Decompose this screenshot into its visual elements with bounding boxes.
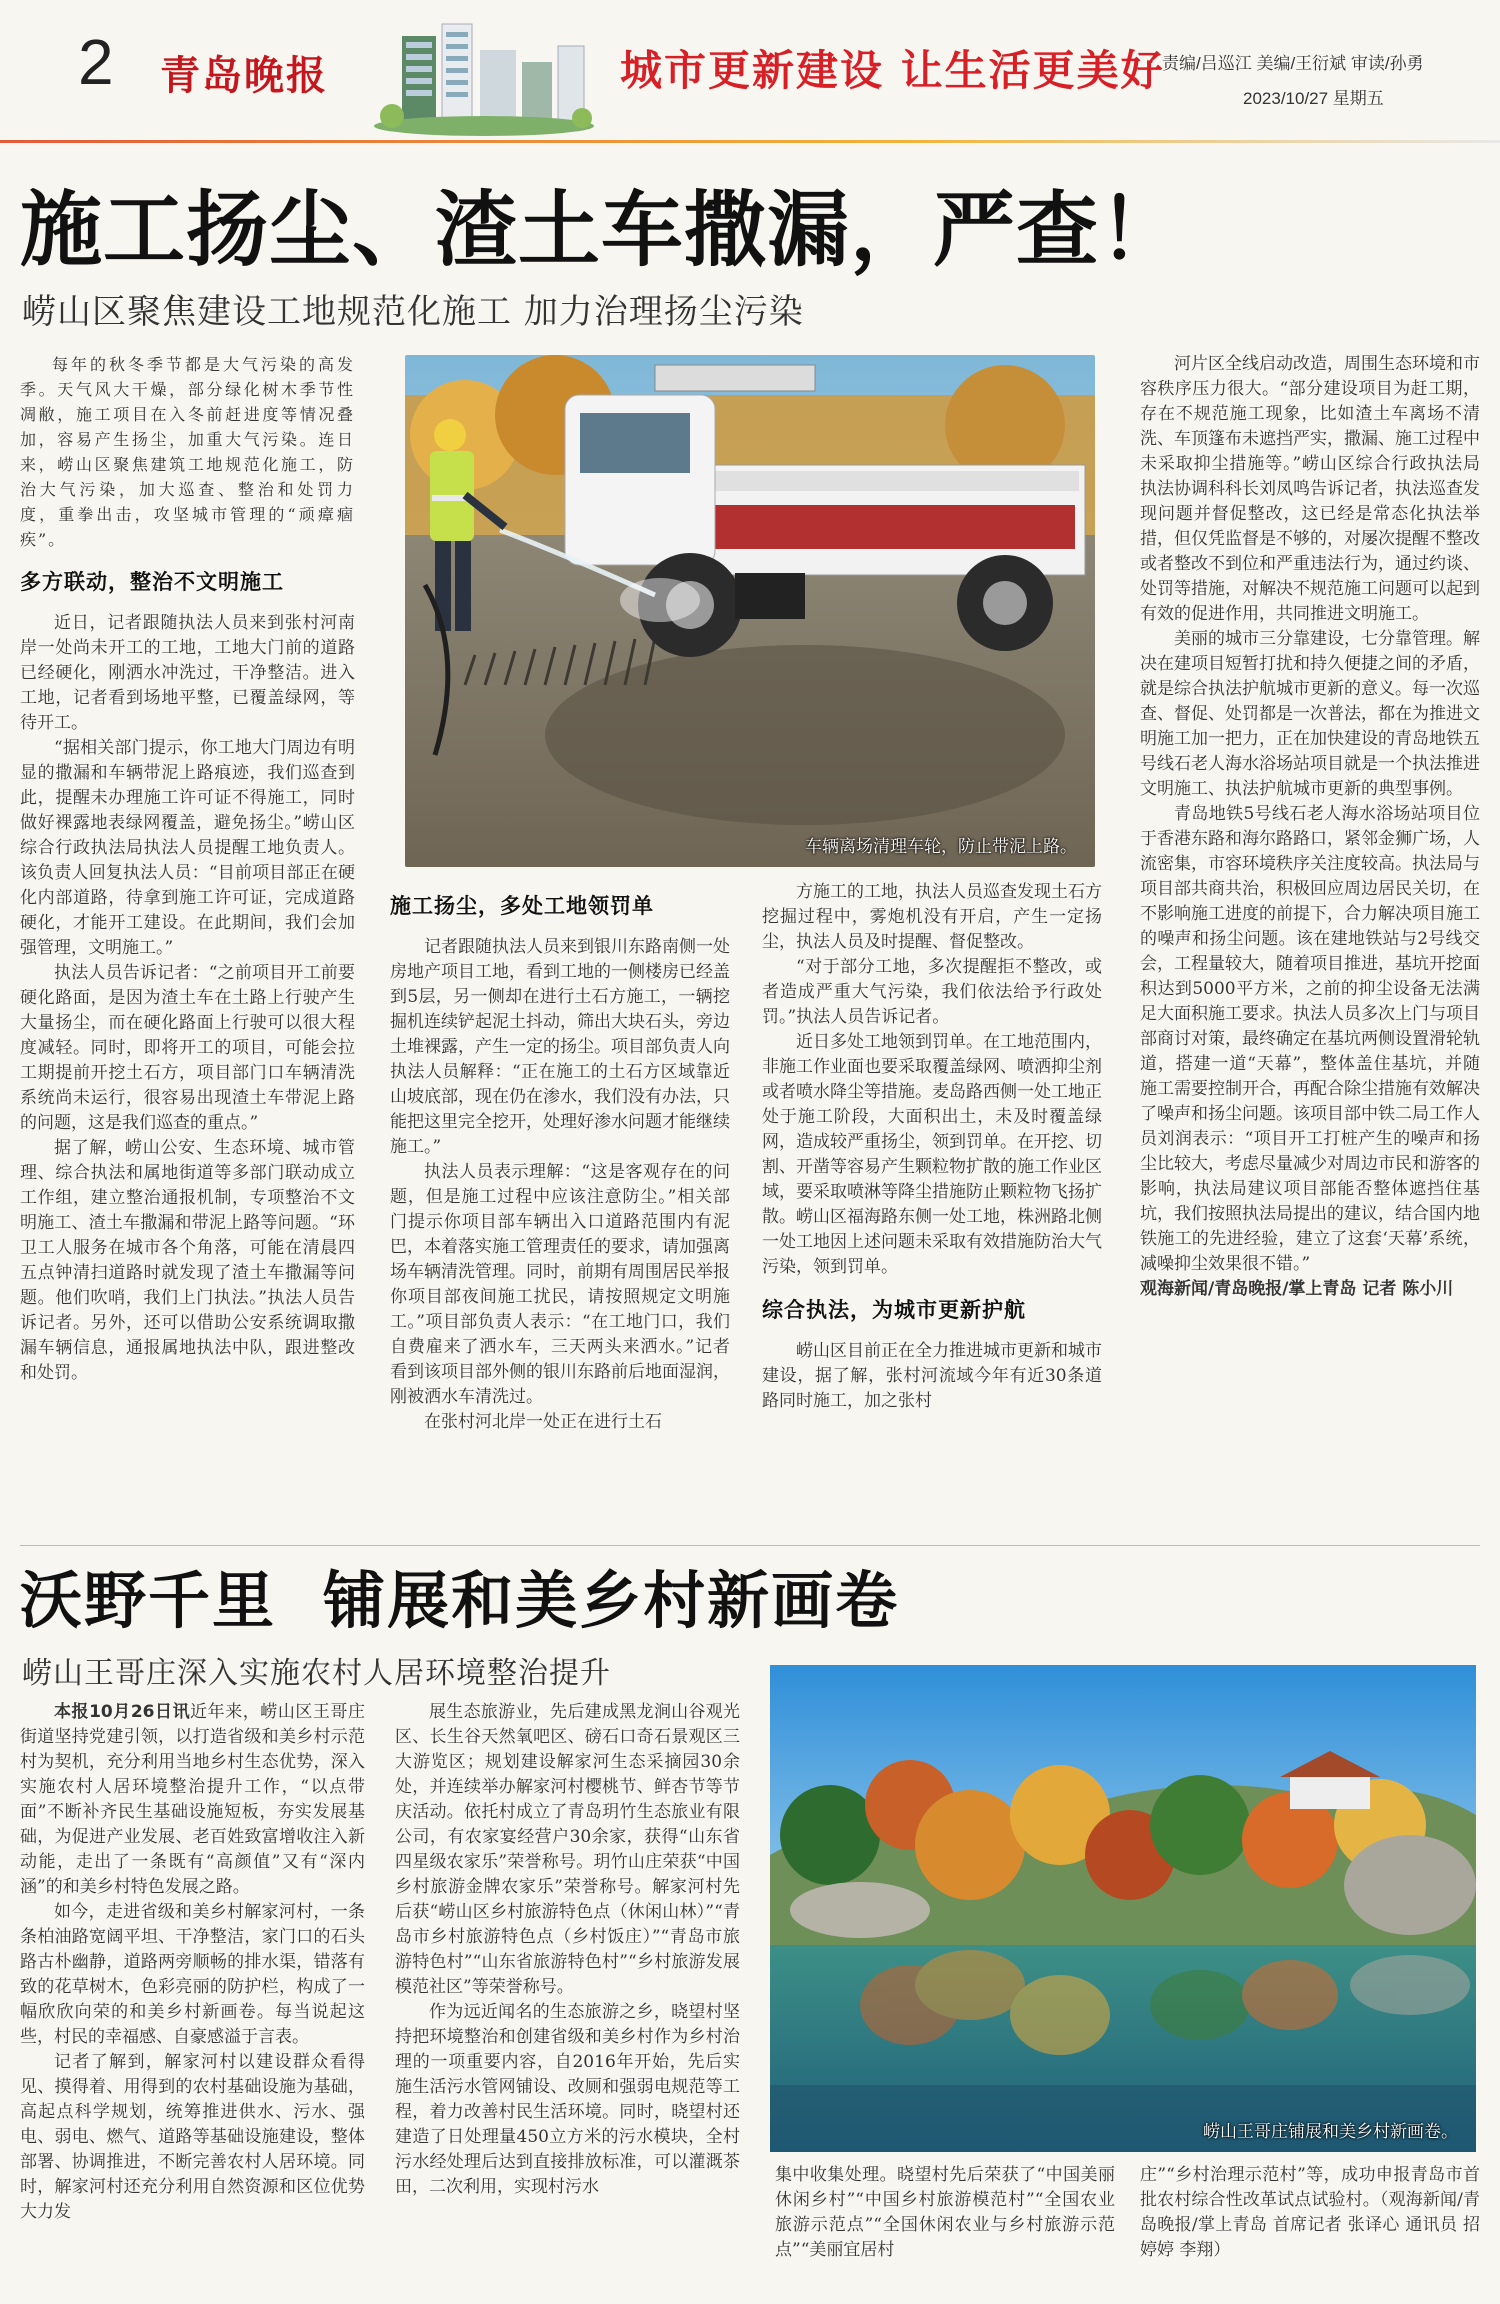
- story1-subhead-1: 多方联动，整治不文明施工: [20, 570, 284, 594]
- editor-credits: 责编/吕巡江 美编/王衍斌 审读/孙勇: [1162, 54, 1424, 73]
- story2-paragraph: 展生态旅游业，先后建成黑龙涧山谷观光区、长生谷天然氧吧区、磅石口奇石景观区三大游览区；规划建设解家河生态采摘园30余处，并连续举办解家河村樱桃节、鲜杏节等节庆活动。依托村成立了青岛玥竹生态旅业有限公司，有农家宴经营户30余家，获得“山东省四星级农家乐”荣誉称号。玥竹山庄荣获“中国乡村旅游金牌农家乐”荣誉称号。解家河村先后获“崂山区乡村旅游特色点（休闲山林）”“青岛市乡村旅游特色点（乡村饭庄）”“青岛市旅游特色村”“山东省旅游特色村”“乡村旅游发展模范社区”等荣誉称号。: [395, 1702, 740, 1997]
- masthead-divider: [0, 140, 1500, 143]
- story2-photo-village-landscape: [770, 1665, 1476, 2152]
- story2-subtitle: 崂山王哥庄深入实施农村人居环境整治提升: [22, 1656, 611, 1691]
- story1-paragraph: 美丽的城市三分靠建设，七分靠管理。解决在建项目短暂打扰和持久便捷之间的矛盾，就是综合执法护航城市更新的意义。每一次巡查、督促、处罚都是一次普法，都在为推进文明施工加一把力，正在加快建设的青岛地铁五号线石老人海水浴场站项目就是一个执法推进文明施工、执法护航城市更新的典型事例。: [1140, 629, 1480, 799]
- slogan-banner: 城市更新建设 让生活更美好: [620, 46, 1165, 95]
- story-divider: [20, 1545, 1480, 1546]
- story1-paragraph: 青岛地铁5号线石老人海水浴场站项目位于香港东路和海尔路路口，紧邻金狮广场，人流密集，市容环境秩序关注度较高。执法局与项目部共商共治，积极回应周边居民关切，在不影响施工进度的前提下，合力解决项目施工的噪声和扬尘问题。该在建地铁站与2号线交会，工程量较大，随着项目推进，基坑开挖面积达到5000平方米，之前的抑尘设备无法满足大面积施工要求。执法人员多次上门与项目部商讨对策，最终确定在基坑两侧设置滑轮轨道，搭建一道“天幕”，整体盖住基坑，并随施工需要控制开合，再配合除尘措施有效解决了噪声和扬尘问题。该项目部中铁二局工作人员刘润表示：“项目开工打桩产生的噪声和扬尘比较大，考虑尽量减少对周边市民和游客的影响，执法局建议项目部能否整体遮挡住基坑，我们按照执法局提出的建议，结合国内地铁施工的先进经验，建立了这套‘天幕’系统，减噪抑尘效果很不错。”: [1140, 804, 1480, 1274]
- story1-paragraph: “对于部分工地，多次提醒拒不整改，或者造成严重大气污染，我们依法给予行政处罚。”执法人员告诉记者。: [762, 957, 1102, 1027]
- issue-date: 2023/10/27 星期五: [1243, 89, 1384, 108]
- story2-paragraph: 记者了解到，解家河村以建设群众看得见、摸得着、用得到的农村基础设施为基础，高起点科学规划，统筹推进供水、污水、强电、弱电、燃气、道路等基础设施建设，整体部署、协调推进，不断完善农村人居环境。同时，解家河村还充分利用自然资源和区位优势大力发: [20, 2052, 365, 2222]
- story1-lead: 每年的秋冬季节都是大气污染的高发季。天气风大干燥，部分绿化树木季节性凋敝，施工项目在入冬前赶进度等情况叠加，容易产生扬尘，加重大气污染。连日来，崂山区聚焦建筑工地规范化施工，防治大气污染，加大巡查、整治和处罚力度，重拳出击，攻坚城市管理的“顽瘴痼疾”。: [20, 355, 355, 549]
- story2-column-4: [1140, 2163, 1480, 2263]
- newspaper-nameplate: 青岛晚报: [160, 52, 328, 99]
- story2-headline: 沃野千里 铺展和美乡村新画卷: [20, 1564, 900, 1637]
- story1-photo-caption: 车辆离场清理车轮，防止带泥上路。: [805, 837, 1077, 857]
- story2-paragraph: 庄”“乡村治理示范村”等，成功申报青岛市首批农村综合性改革试点试验村。（观海新闻/青岛晚报/掌上青岛 首席记者 张译心 通讯员 招婷婷 李翔）: [1140, 2165, 1480, 2260]
- story1-paragraph: 执法人员表示理解：“这是客观存在的问题，但是施工过程中应该注意防尘。”相关部门提示你项目部车辆出入口道路范围内有泥巴，本着落实施工管理责任的要求，请加强离场车辆清洗管理。同时，前期有周围居民举报你项目部夜间施工扰民，请按照规定文明施工。”项目部负责人表示：“在工地门口，我们自费雇来了洒水车，三天两头来洒水。”记者看到该项目部外侧的银川东路前后地面湿润，刚被洒水车清洗过。: [390, 1162, 730, 1407]
- story1-paragraph: “据相关部门提示，你工地大门周边有明显的撒漏和车辆带泥上路痕迹，我们巡查到此，提醒未办理施工许可证不得施工，同时做好裸露地表绿网覆盖，避免扬尘。”崂山区综合行政执法局执法人员提醒工地负责人。该负责人回复执法人员：“目前项目部正在硬化内部道路，待拿到施工许可证，完成道路硬化，才能开工建设。在此期间，我们会加强管理，文明施工。”: [20, 738, 355, 958]
- story1-paragraph: 近日，记者跟随执法人员来到张村河南岸一处尚未开工的工地，工地大门前的道路已经硬化，刚洒水冲洗过，干净整洁。进入工地，记者看到场地平整，已覆盖绿网，等待开工。: [20, 613, 355, 733]
- autumn-lake-scene: [770, 1665, 1476, 2152]
- story1-paragraph: 河片区全线启动改造，周围生态环境和市容秩序压力很大。“部分建设项目为赶工期，存在不规范施工现象，比如渣土车离场不清洗、车顶篷布未遮挡严实，撒漏、施工过程中未采取抑尘措施等。”崂山区综合行政执法局执法协调科科长刘凤鸣告诉记者，执法巡查发现问题并督促整改，这已经是常态化执法举措，但仅凭监督是不够的，对屡次提醒不整改或者整改不到位和严重违法行为，通过约谈、处罚等措施，对解决不规范施工问题可以起到有效的促进作用，共同推进文明施工。: [1140, 354, 1480, 624]
- story1-headline: 施工扬尘、渣土车撒漏，严查！: [20, 183, 1183, 278]
- story2-column-3: [775, 2163, 1115, 2263]
- truck-wash-scene: [405, 355, 1095, 867]
- story1-column-3: [762, 880, 1102, 1414]
- story2-photo-caption: 崂山王哥庄铺展和美乡村新画卷。: [1203, 2122, 1458, 2142]
- story2-column-1: [20, 1700, 365, 2225]
- story1-column-1: [20, 352, 355, 1386]
- story2-paragraph: 如今，走进省级和美乡村解家河村，一条条柏油路宽阔平坦、干净整洁，家门口的石头路古朴幽静，道路两旁顺畅的排水渠，错落有致的花草树木，色彩亮丽的防护栏，构成了一幅欣欣向荣的和美乡村新画卷。每当说起这些，村民的幸福感、自豪感溢于言表。: [20, 1902, 365, 2047]
- story1-paragraph: 执法人员告诉记者：“之前项目开工前要硬化路面，是因为渣土车在土路上行驶产生大量扬尘，而在硬化路面上行驶可以很大程度减轻。同时，即将开工的项目，可能会拉工期提前开挖土石方，项目部门口车辆清洗系统尚未运行，很容易出现渣土车带泥上路的问题，这是我们巡查的重点。”: [20, 963, 355, 1133]
- story1-subtitle: 崂山区聚焦建设工地规范化施工 加力治理扬尘污染: [22, 292, 804, 332]
- story1-paragraph: 近日多处工地领到罚单。在工地范围内，非施工作业面也要采取覆盖绿网、喷洒抑尘剂或者喷水降尘等措施。麦岛路西侧一处工地正处于施工阶段，大面积出土，未及时覆盖绿网，造成较严重扬尘，领到罚单。在开挖、切割、开凿等容易产生颗粒物扩散的施工作业区域，要采取喷淋等降尘措施防止颗粒物飞扬扩散。崂山区福海路东侧一处工地，株洲路北侧一处工地因上述问题未采取有效措施防治大气污染，领到罚单。: [762, 1032, 1102, 1277]
- story1-subhead-3: 综合执法，为城市更新护航: [762, 1298, 1026, 1322]
- story2-paragraph: 作为远近闻名的生态旅游之乡，晓望村坚持把环境整治和创建省级和美乡村作为乡村治理的一项重要内容，自2016年开始，先后实施生活污水管网铺设、改厕和强弱电规范等工程，着力改善村民生活环境。同时，晓望村还建造了日处理量450立方米的污水模块，全村污水经处理后达到直接排放标准，可以灌溉茶田，二次利用，实现村污水: [395, 2002, 740, 2197]
- story1-paragraph: 方施工的工地，执法人员巡查发现土石方挖掘过程中，雾炮机没有开启，产生一定扬尘，执法人员及时提醒、督促整改。: [762, 882, 1102, 952]
- story1-paragraph: 据了解，崂山公安、生态环境、城市管理、综合执法和属地街道等多部门联动成立工作组，建立整治通报机制，专项整治不文明施工、渣土车撒漏和带泥上路等问题。“环卫工人服务在城市各个角落，可能在清晨四五点钟清扫道路时就发现了渣土车撒漏等问题。他们吹哨，我们上门执法。”执法人员告诉记者。另外，还可以借助公安系统调取撒漏车辆信息，通报属地执法中队，跟进整改和处罚。: [20, 1138, 355, 1383]
- story2-dateline: 本报10月26日讯: [54, 1702, 191, 1722]
- story1-byline: 观海新闻/青岛晚报/掌上青岛 记者 陈小川: [1140, 1279, 1454, 1299]
- story1-paragraph: 崂山区目前正在全力推进城市更新和城市建设，据了解，张村河流域今年有近30条道路同时施工，加之张村: [762, 1341, 1102, 1411]
- story1-column-4: [1140, 352, 1480, 1302]
- story1-paragraph: 在张村河北岸一处正在进行土石: [424, 1412, 662, 1432]
- story1-column-2: [390, 888, 730, 1435]
- page-number: 2: [78, 26, 114, 98]
- story2-paragraph: 集中收集处理。晓望村先后荣获了“中国美丽休闲乡村”“中国乡村旅游模范村”“全国农业旅游示范点”“全国休闲农业与乡村旅游示范点”“美丽宜居村: [775, 2165, 1115, 2260]
- story1-photo-truck-washing: [405, 355, 1095, 867]
- story1-paragraph: 记者跟随执法人员来到银川东路南侧一处房地产项目工地，看到工地的一侧楼房已经盖到5层，另一侧却在进行土石方施工，一辆挖掘机连续铲起泥土抖动，筛出大块石头，旁边土堆裸露，产生一定的扬尘。项目部负责人向执法人员解释：“正在施工的土石方区域靠近山坡底部，现在仍在渗水，我们没有办法，只能把这里完全挖开，处理好渗水问题才能继续施工。”: [390, 937, 730, 1157]
- story1-subhead-2: 施工扬尘，多处工地领罚单: [390, 894, 654, 918]
- story2-paragraph: 近年来，崂山区王哥庄街道坚持党建引领，以打造省级和美乡村示范村为契机，充分利用当地乡村生态优势，深入实施农村人居环境整治提升工作，“以点带面”不断补齐民生基础设施短板，夯实发展基础，为促进产业发展、老百姓致富增收注入新动能，走出了一条既有“高颜值”又有“深内涵”的和美乡村特色发展之路。: [20, 1702, 365, 1897]
- story2-column-2: [395, 1700, 740, 2200]
- city-buildings-illustration: [372, 16, 602, 138]
